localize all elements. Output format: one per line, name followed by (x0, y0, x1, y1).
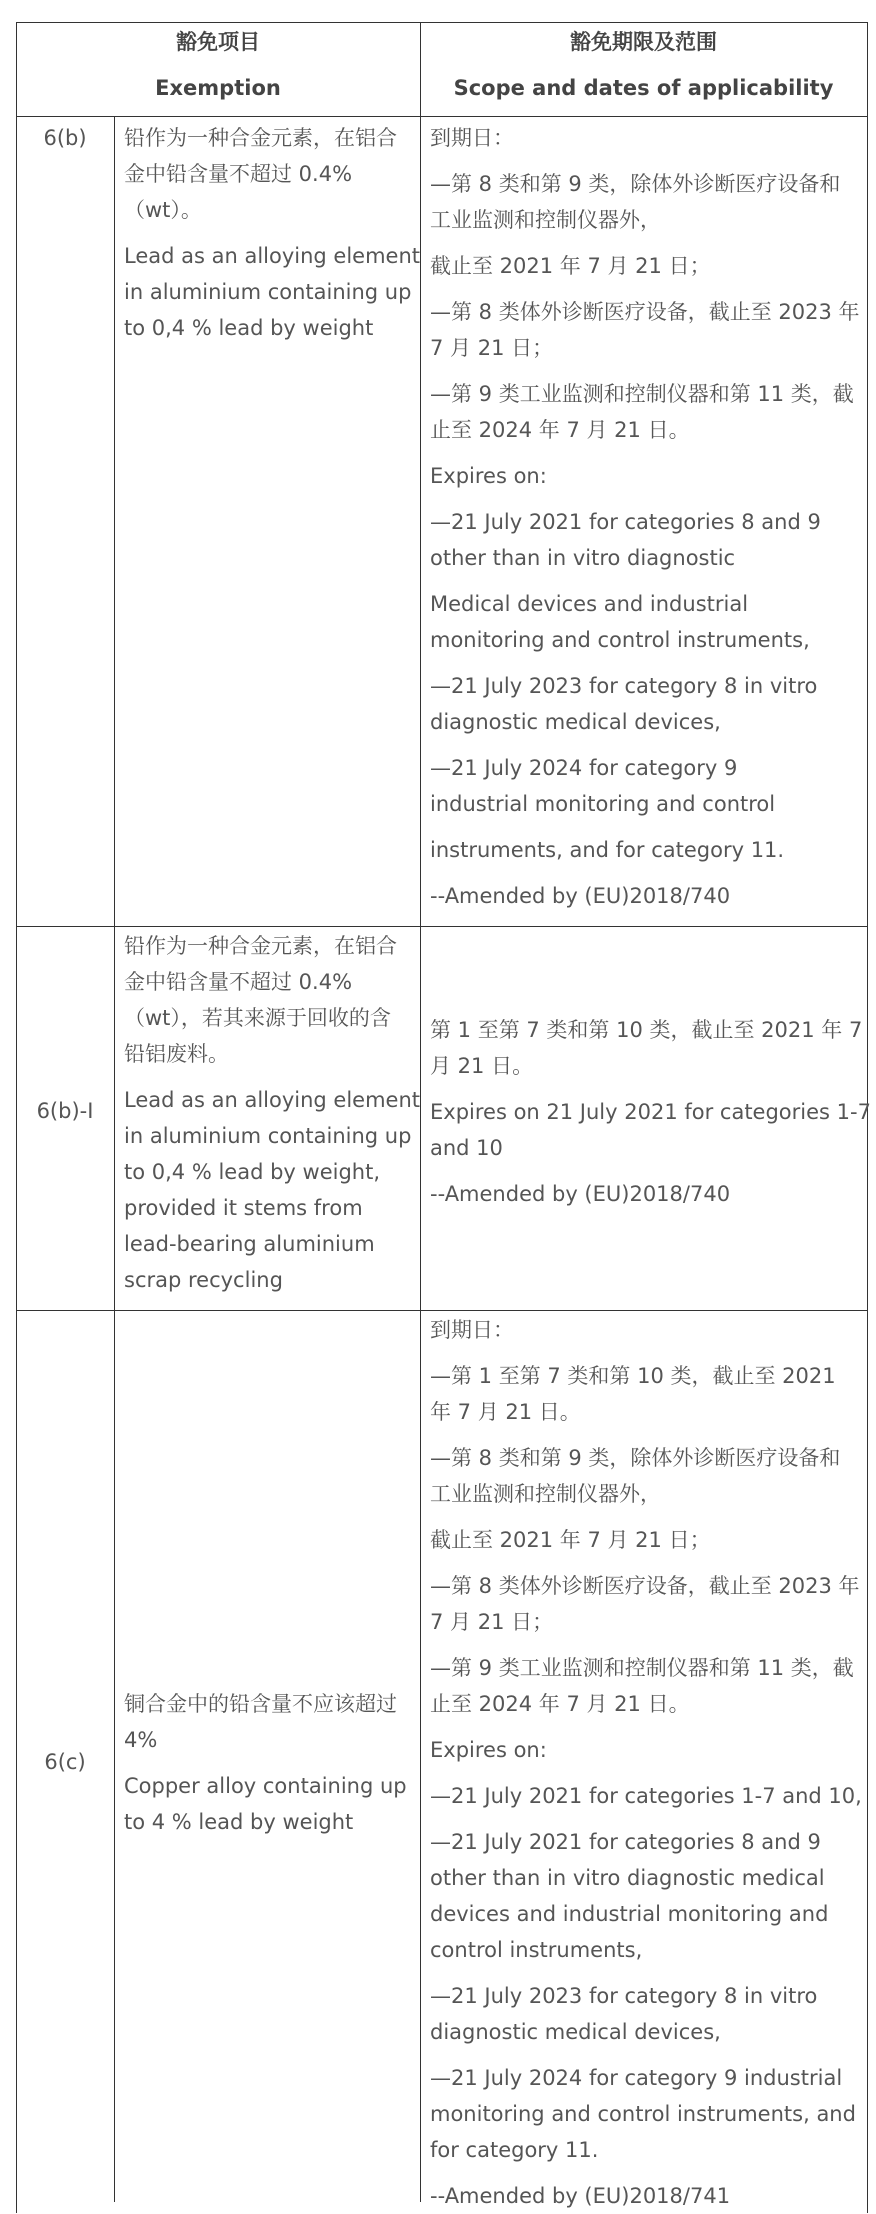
scope-line: —21 July 2023 for category 8 in vitro (430, 1984, 818, 2008)
scope-line: —第 8 类和第 9 类，除体外诊断医疗设备和 (430, 1446, 841, 1470)
scope-line: 工业监测和控制仪器外， (430, 1482, 661, 1506)
scope-line: and 10 (430, 1136, 503, 1160)
scope-line: 工业监测和控制仪器外， (430, 208, 661, 232)
exemption-line: provided it stems from (124, 1196, 363, 1220)
scope-line: diagnostic medical devices, (430, 710, 721, 734)
exemption-line: to 0,4 % lead by weight, (124, 1160, 380, 1184)
scope-line: devices and industrial monitoring and (430, 1902, 829, 1926)
scope-line: —第 8 类体外诊断医疗设备，截止至 2023 年 (430, 1574, 860, 1598)
exemption-line: Lead as an alloying element (124, 1088, 421, 1112)
scope-line: --Amended by (EU)2018/740 (430, 884, 731, 908)
scope-line: Expires on: (430, 1738, 547, 1762)
exemption-line: scrap recycling (124, 1268, 283, 1292)
scope-line: 月 21 日。 (430, 1054, 534, 1078)
exemption-line: to 0,4 % lead by weight (124, 316, 374, 340)
row-id: 6(b) (43, 126, 87, 150)
scope-line: control instruments, (430, 1938, 643, 1962)
scope-line: —第 1 至第 7 类和第 10 类，截止至 2021 (430, 1364, 836, 1388)
scope-line: monitoring and control instruments, and (430, 2102, 856, 2126)
header-exemption-cn: 豁免项目 (176, 30, 260, 54)
exemption-line: Copper alloy containing up (124, 1774, 407, 1798)
scope-line: —21 July 2021 for categories 8 and 9 (430, 510, 821, 534)
scope-line: 到期日： (430, 126, 514, 150)
scope-line: 止至 2024 年 7 月 21 日。 (430, 1692, 690, 1716)
exemption-line: 铅作为一种合金元素，在铝合 (124, 126, 397, 150)
scope-line: —第 9 类工业监测和控制仪器和第 11 类，截 (430, 1656, 854, 1680)
row-id: 6(b)-I (36, 1099, 94, 1123)
scope-line: 止至 2024 年 7 月 21 日。 (430, 418, 690, 442)
scope-line: 7 月 21 日； (430, 336, 554, 360)
scope-line: for category 11. (430, 2138, 599, 2162)
exemption-line: （wt）。 (124, 198, 202, 222)
scope-line: diagnostic medical devices, (430, 2020, 721, 2044)
scope-line: —21 July 2021 for categories 1-7 and 10, (430, 1784, 862, 1808)
scope-line: industrial monitoring and control (430, 792, 776, 816)
scope-line: —第 8 类体外诊断医疗设备，截止至 2023 年 (430, 300, 860, 324)
scope-line: 年 7 月 21 日。 (430, 1400, 581, 1424)
row-border (16, 926, 868, 927)
scope-line: 第 1 至第 7 类和第 10 类，截止至 2021 年 7 (430, 1018, 863, 1042)
header-scope-en: Scope and dates of applicability (453, 76, 834, 100)
scope-line: —21 July 2024 for category 9 (430, 756, 738, 780)
scope-line: Medical devices and industrial (430, 592, 749, 616)
scope-line: —21 July 2023 for category 8 in vitro (430, 674, 818, 698)
scope-line: 7 月 21 日； (430, 1610, 554, 1634)
header-exemption-en: Exemption (155, 76, 281, 100)
scope-line: monitoring and control instruments, (430, 628, 810, 652)
row-border (16, 1310, 868, 1311)
scope-line: Expires on: (430, 464, 547, 488)
scope-line: 截止至 2021 年 7 月 21 日； (430, 254, 711, 278)
scope-line: --Amended by (EU)2018/740 (430, 1182, 731, 1206)
exemption-line: in aluminium containing up (124, 1124, 412, 1148)
scope-line: —第 8 类和第 9 类，除体外诊断医疗设备和 (430, 172, 841, 196)
scope-line: --Amended by (EU)2018/741 (430, 2184, 731, 2208)
column-divider (114, 117, 115, 2202)
exemption-line: 铅铝废料。 (124, 1042, 229, 1066)
exemption-line: 铜合金中的铅含量不应该超过 (124, 1692, 397, 1716)
column-divider (420, 22, 421, 2202)
scope-line: Expires on 21 July 2021 for categories 1-7 (430, 1100, 871, 1124)
exemption-line: 铅作为一种合金元素，在铝合 (124, 934, 397, 958)
scope-line: other than in vitro diagnostic medical (430, 1866, 825, 1890)
exemption-line: 4% (124, 1728, 158, 1752)
header-row-border (16, 116, 868, 117)
scope-line: 截止至 2021 年 7 月 21 日； (430, 1528, 711, 1552)
scope-line: instruments, and for category 11. (430, 838, 785, 862)
exemption-line: 金中铅含量不超过 0.4% (124, 970, 353, 994)
scope-line: —21 July 2021 for categories 8 and 9 (430, 1830, 821, 1854)
scope-line: —第 9 类工业监测和控制仪器和第 11 类，截 (430, 382, 854, 406)
header-scope-cn: 豁免期限及范围 (570, 30, 717, 54)
scope-line: other than in vitro diagnostic (430, 546, 736, 570)
exemption-line: lead-bearing aluminium (124, 1232, 375, 1256)
exemption-line: Lead as an alloying element (124, 244, 421, 268)
exemption-line: （wt），若其来源于回收的含 (124, 1006, 391, 1030)
exemption-line: in aluminium containing up (124, 280, 412, 304)
scope-line: —21 July 2024 for category 9 industrial (430, 2066, 843, 2090)
row-id: 6(c) (44, 1750, 86, 1774)
exemption-line: to 4 % lead by weight (124, 1810, 354, 1834)
exemption-line: 金中铅含量不超过 0.4% (124, 162, 353, 186)
scope-line: 到期日： (430, 1318, 514, 1342)
